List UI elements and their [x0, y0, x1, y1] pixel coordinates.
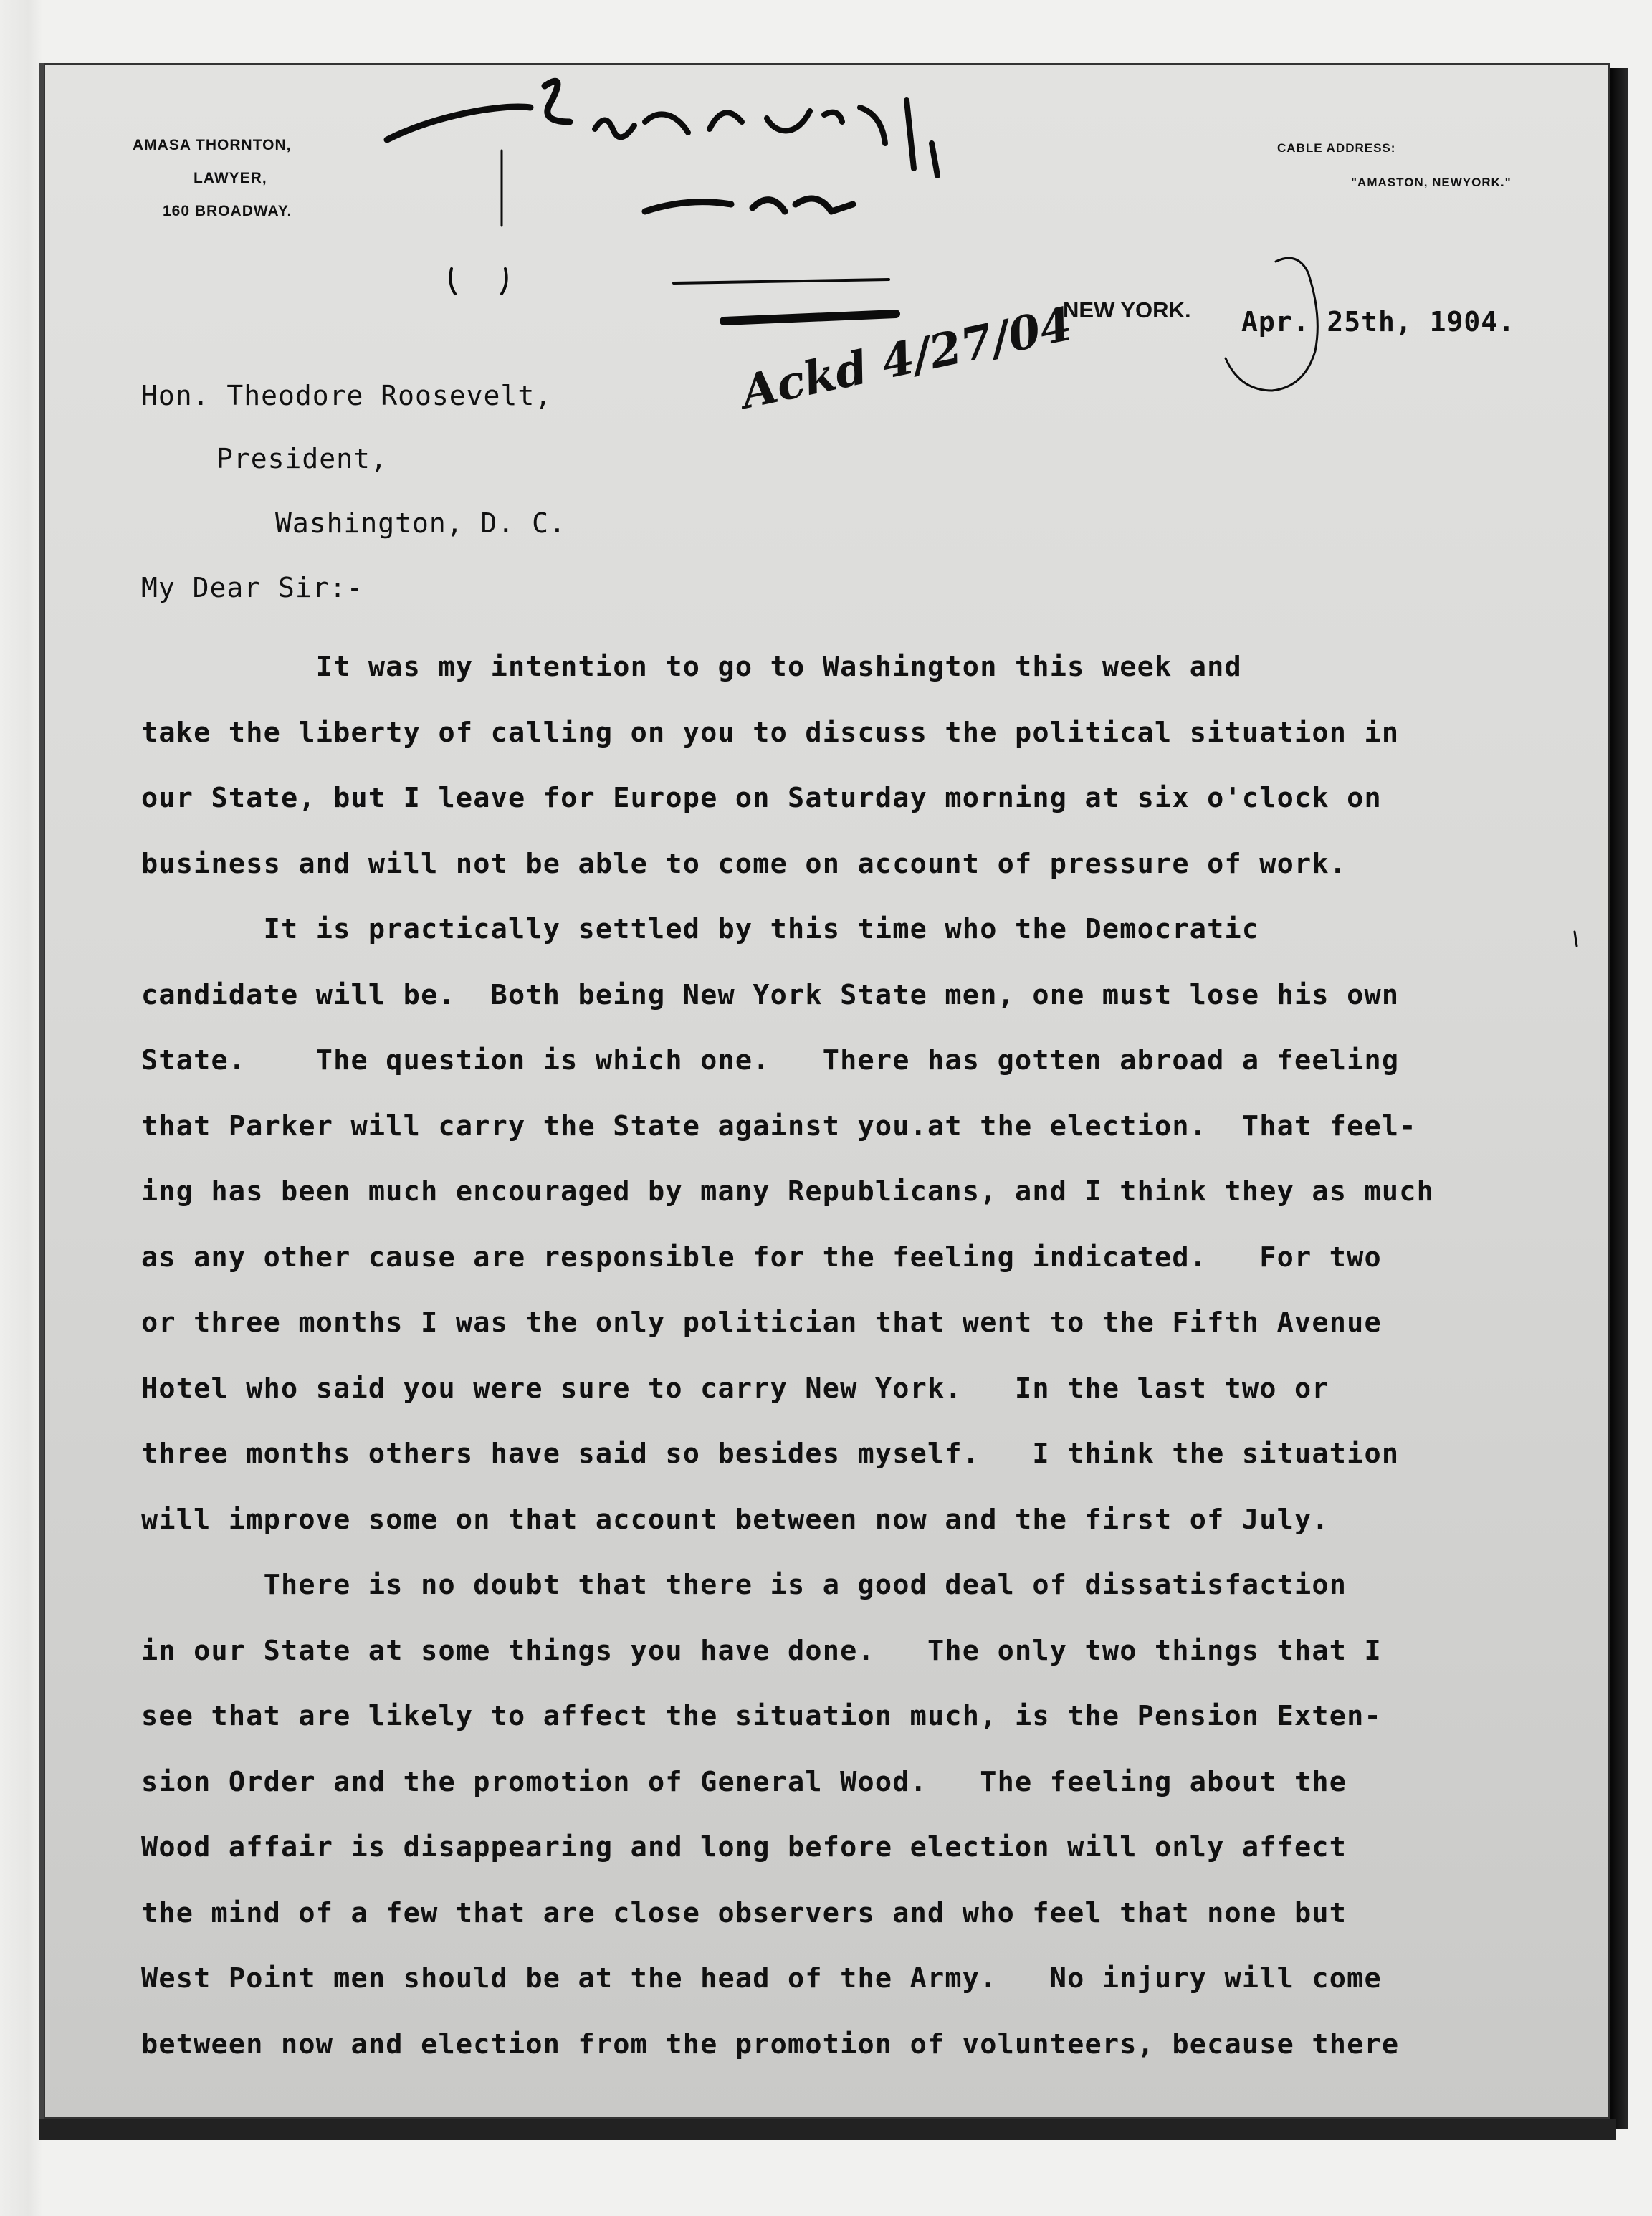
body-line: sion Order and the promotion of General Wood. The feeling about the	[141, 1765, 1347, 1798]
body-line: business and will not be able to come on account of pressure of work.	[141, 847, 1347, 880]
body-line: between now and election from the promotion of volunteers, because there	[141, 2028, 1400, 2060]
date-line: Apr. 25th, 1904.	[1241, 306, 1516, 338]
sender-title: LAWYER,	[194, 170, 267, 186]
recipient-city: Washington, D. C.	[275, 507, 566, 539]
ack-note: Ackd 4/27/04	[736, 297, 1077, 420]
body-line: or three months I was the only politician that went to the Fifth Avenue	[141, 1307, 1382, 1339]
body-line: will improve some on that account between now and the first of July.	[141, 1503, 1329, 1536]
body-line: our State, but I leave for Europe on Saturday morning at six o'clock on	[141, 782, 1382, 814]
body-line: that Parker will carry the State against you.at the election. That feel-	[141, 1109, 1417, 1142]
body-line: It is practically settled by this time who the Democratic	[141, 913, 1260, 945]
body-line: the mind of a few that are close observers and who feel that none but	[141, 1896, 1347, 1929]
salutation: My Dear Sir:-	[141, 572, 364, 603]
cable-value: "AMASTON, NEWYORK."	[1351, 176, 1512, 189]
body-line: State. The question is which one. There has gotten abroad a feeling	[141, 1044, 1400, 1076]
cable-label: CABLE ADDRESS:	[1277, 141, 1396, 155]
place-line: NEW YORK.	[1063, 297, 1191, 323]
sender-name: AMASA THORNTON,	[133, 137, 292, 153]
body-line: three months others have said so besides myself. I think the situation	[141, 1438, 1400, 1470]
body-line: candidate will be. Both being New York State men, one must lose his own	[141, 978, 1400, 1011]
sender-address: 160 BROADWAY.	[163, 203, 292, 219]
body-line: in our State at some things you have done. The only two things that I	[141, 1634, 1382, 1667]
body-line: West Point men should be at the head of the Army. No injury will come	[141, 1962, 1382, 1995]
body-line: see that are likely to affect the situation much, is the Pension Exten-	[141, 1700, 1382, 1732]
letter-body	[141, 634, 1575, 2077]
body-line: There is no doubt that there is a good deal of dissatisfaction	[141, 1569, 1347, 1601]
body-line: as any other cause are responsible for the feeling indicated. For two	[141, 1241, 1382, 1274]
recipient-title: President,	[216, 443, 388, 474]
body-line: ing has been much encouraged by many Republicans, and I think they as much	[141, 1175, 1435, 1208]
recipient-name: Hon. Theodore Roosevelt,	[141, 380, 553, 411]
body-line: It was my intention to go to Washington this week and	[141, 651, 1242, 683]
body-line: Hotel who said you were sure to carry New York. In the last two or	[141, 1372, 1329, 1405]
body-line: Wood affair is disappearing and long before election will only affect	[141, 1831, 1347, 1863]
body-line: take the liberty of calling on you to discuss the political situation in	[141, 716, 1400, 749]
